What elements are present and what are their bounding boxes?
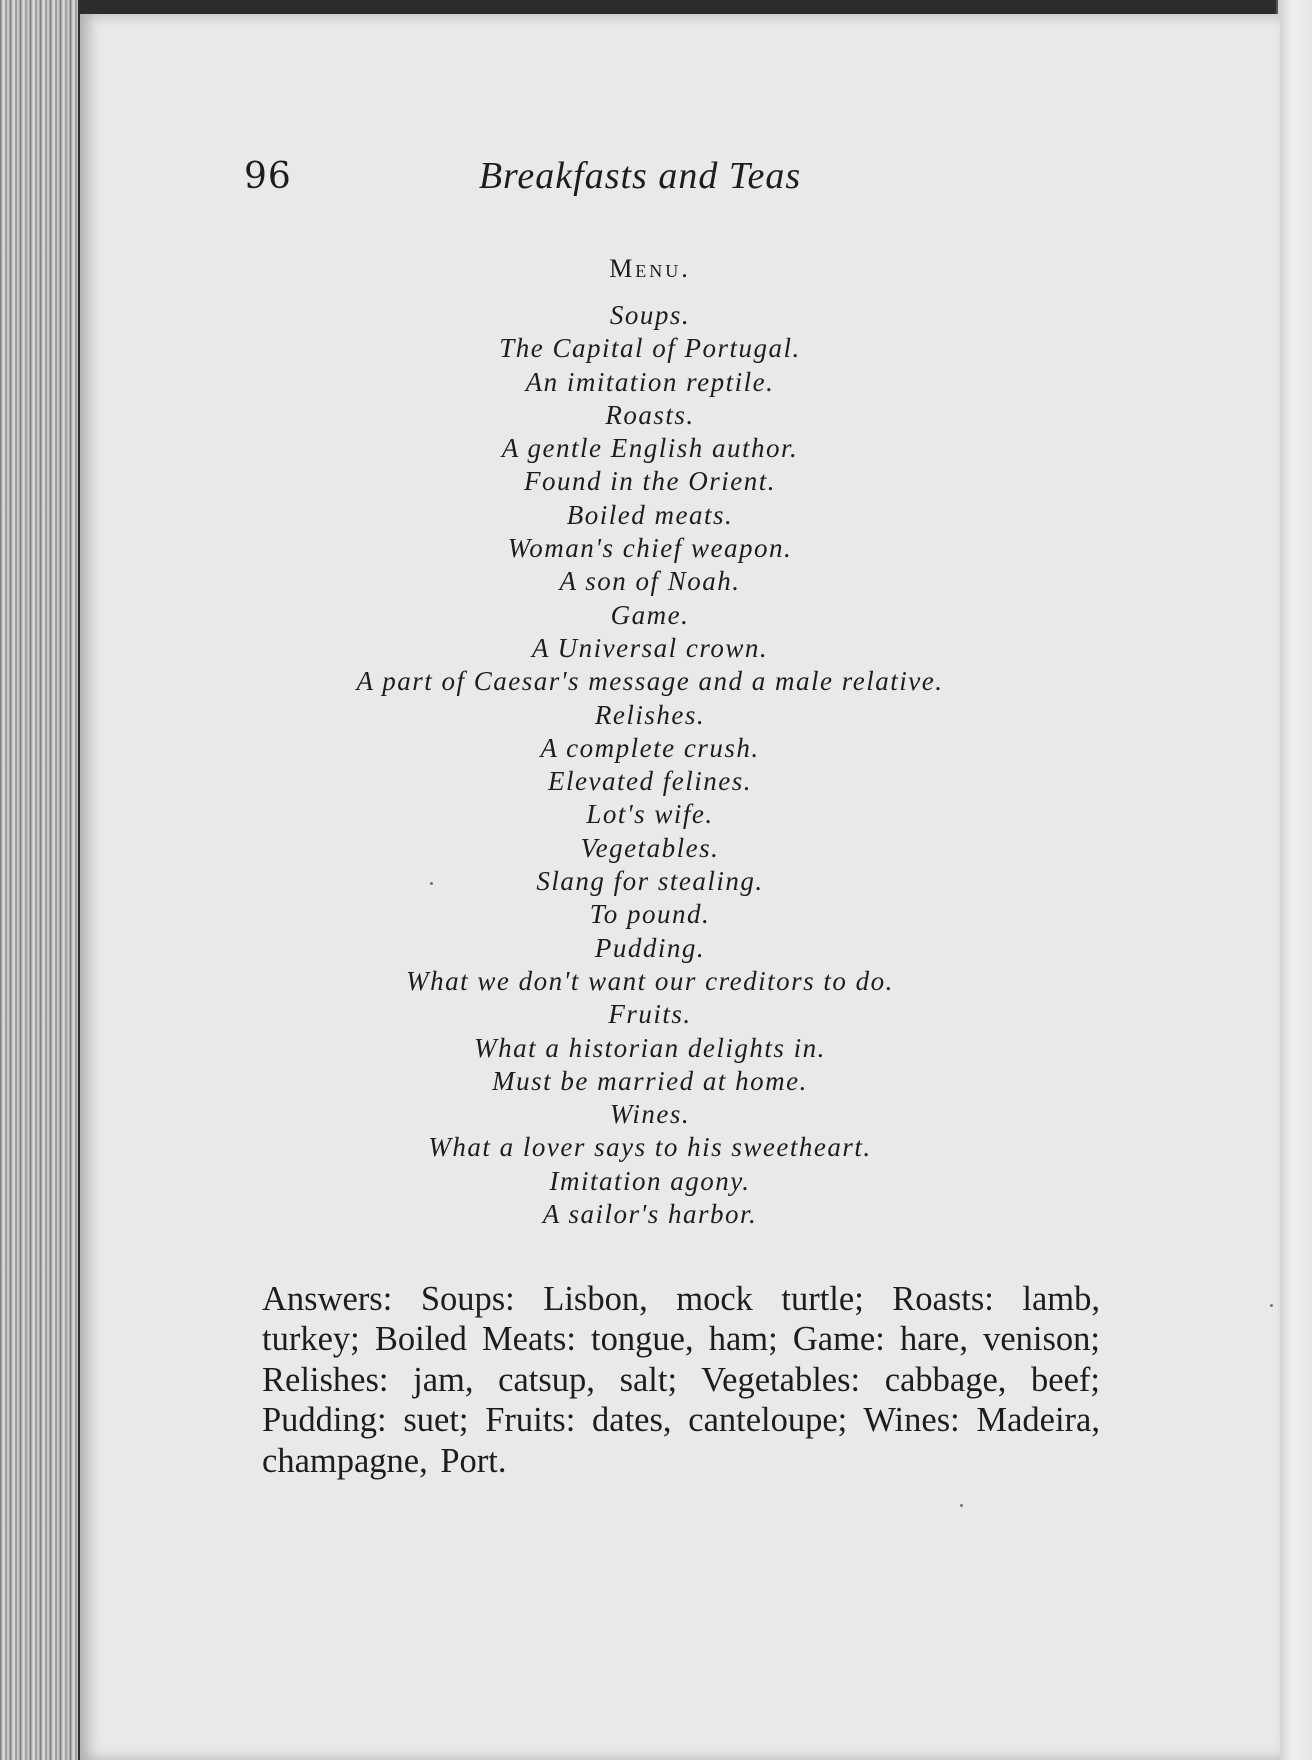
menu-heading-roasts: Roasts. bbox=[605, 399, 695, 430]
menu-heading-vegetables: Vegetables. bbox=[580, 832, 720, 863]
menu-line: Lot's wife. bbox=[586, 799, 714, 830]
paper-speck bbox=[960, 1504, 963, 1507]
menu-title: Menu. bbox=[609, 254, 691, 283]
menu-line: What we don't want our creditors to do. bbox=[406, 965, 894, 996]
menu-heading-fruits: Fruits. bbox=[608, 999, 692, 1030]
menu-line: Found in the Orient. bbox=[524, 466, 776, 497]
paper-speck bbox=[430, 882, 433, 885]
menu-line: An imitation reptile. bbox=[525, 366, 775, 397]
menu-line: A Universal crown. bbox=[531, 632, 769, 663]
menu-line: What a historian delights in. bbox=[474, 1032, 826, 1063]
menu-heading-game: Game. bbox=[610, 599, 690, 630]
menu-line: A gentle English author. bbox=[501, 433, 799, 464]
menu-heading-relishes: Relishes. bbox=[594, 699, 706, 730]
facing-page-edge bbox=[1276, 0, 1312, 1760]
menu-heading-soups: Soups. bbox=[609, 300, 691, 330]
menu-list bbox=[80, 299, 1220, 1231]
running-head: Breakfasts and Teas bbox=[478, 155, 802, 197]
book-page-edges bbox=[0, 0, 80, 1760]
menu-heading-boiled-meats: Boiled meats. bbox=[566, 499, 734, 530]
page bbox=[80, 14, 1280, 1760]
menu-line: A part of Caesar's message and a male relative. bbox=[356, 666, 944, 697]
menu-line: A complete crush. bbox=[540, 732, 760, 763]
answers-paragraph: Answers: Soups: Lisbon, mock turtle; Roasts: lamb, turkey; Boiled Meats: tongue, ham; Game: hare, venison; Relishes: jam, catsup, salt; Vegetables: cabbage, beef; Pudding: suet; Fruits: dates, canteloupe; Wines: Madeira, champagne, Port. bbox=[262, 1279, 1100, 1480]
menu-line: Imitation agony. bbox=[549, 1165, 751, 1196]
menu-line: Elevated felines. bbox=[548, 766, 752, 797]
menu-line: A sailor's harbor. bbox=[542, 1199, 758, 1230]
page-number: 96 bbox=[244, 156, 292, 197]
scan-top-border bbox=[0, 0, 1312, 14]
menu-line: To pound. bbox=[589, 899, 711, 930]
menu-line: The Capital of Portugal. bbox=[499, 333, 801, 364]
paper-speck bbox=[1270, 1304, 1273, 1307]
menu-line: Woman's chief weapon. bbox=[507, 533, 793, 564]
menu-line: Must be married at home. bbox=[492, 1065, 808, 1096]
menu-line: Slang for stealing. bbox=[536, 866, 764, 897]
menu-line: What a lover says to his sweetheart. bbox=[428, 1132, 872, 1163]
page-content bbox=[80, 14, 1280, 1760]
menu-heading-pudding: Pudding. bbox=[594, 932, 706, 963]
menu-line: A son of Noah. bbox=[559, 566, 741, 597]
menu-heading-wines: Wines. bbox=[609, 1099, 691, 1130]
